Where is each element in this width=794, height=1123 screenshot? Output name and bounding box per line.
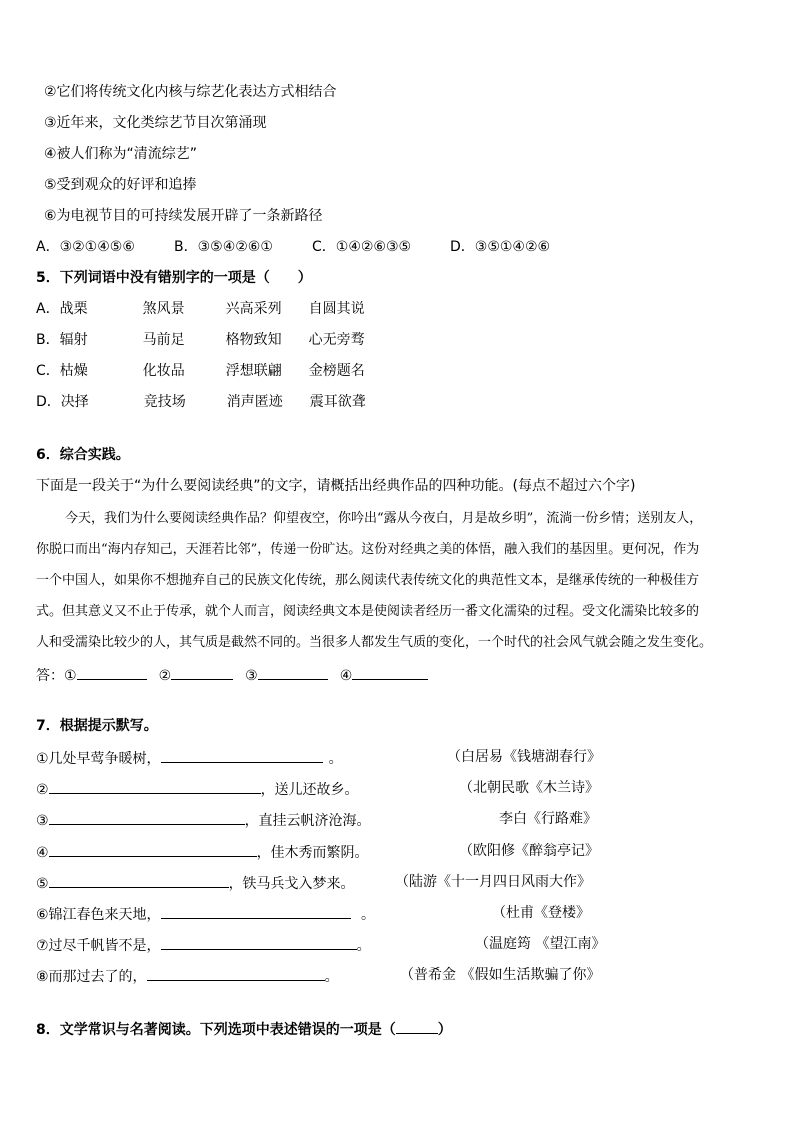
dictation-blank[interactable] — [49, 809, 245, 825]
dictation-item-5 — [36, 872, 355, 892]
dictation-suffix: ，铁马兵戈入梦来。 — [228, 876, 355, 892]
passage-line: 式。但其意义又不止于传承，就个人而言，阅读经典文本是使阅读者经历一番文化濡染的过程。受文化濡染比较多的 — [36, 604, 700, 619]
dictation-source-1: （白居易《钱塘湖春行》 — [447, 749, 601, 765]
statement-5: ⑤受到观众的好评和追捧 — [44, 177, 197, 193]
answer-label: 答： — [36, 668, 64, 684]
q8-stem-text: 8．文学常识与名著阅读。下列选项中表述错误的一项是（ — [36, 1022, 396, 1038]
q5-word: 辐射 — [59, 332, 88, 348]
dictation-blank[interactable] — [161, 934, 357, 950]
dictation-blank[interactable] — [161, 747, 323, 763]
dictation-prompt: ⑥锦江春色来天地， — [36, 907, 161, 923]
q4-option-a: A．③②①④⑤⑥ — [36, 239, 135, 255]
q5-word: 浮想联翩 — [225, 363, 282, 379]
q4-option-c: C．①④②⑥③⑤ — [312, 239, 412, 255]
statement-3: ③近年来，文化类综艺节目次第涌现 — [44, 115, 267, 131]
passage-line: 人和受濡染比较少的人，其气质是截然不同的。当很多人都发生气质的变化，一个时代的社会风气就会随之发生变化。 — [36, 635, 713, 650]
answer-mark: ④ — [339, 668, 353, 684]
q7-title: 7．根据提示默写。 — [36, 718, 158, 734]
q5-option-label: B． — [36, 332, 60, 348]
dictation-item-1 — [36, 747, 343, 767]
dictation-item-8 — [36, 965, 339, 985]
dictation-prompt: ④ — [36, 845, 49, 861]
q5-word: 枯燥 — [59, 363, 88, 379]
answer-blank-2[interactable] — [171, 664, 233, 680]
answer-blank-1[interactable] — [77, 664, 147, 680]
q5-word: 格物致知 — [225, 332, 282, 348]
dictation-source-7: （温庭筠 《望江南》 — [475, 936, 606, 952]
dictation-source-8: （普希金 《假如生活欺骗了你》 — [400, 967, 601, 983]
answer-mark: ③ — [245, 668, 258, 684]
dictation-source-2: （北朝民歌《木兰诗》 — [459, 780, 599, 796]
dictation-suffix: ，送儿还故乡。 — [260, 782, 359, 798]
answer-mark: ② — [158, 668, 172, 684]
dictation-blank[interactable] — [49, 872, 229, 888]
q5-word: 自圆其说 — [308, 301, 365, 317]
answer-mark: ① — [64, 668, 77, 684]
q5-option-b — [36, 330, 365, 350]
dictation-suffix: 。 — [328, 751, 343, 767]
q6-title: 6．综合实践。 — [36, 447, 130, 463]
dictation-item-2 — [36, 778, 359, 798]
dictation-item-4 — [36, 841, 369, 861]
dictation-blank[interactable] — [49, 841, 257, 857]
q6-instruction: 下面是一段关于“为什么要阅读经典”的文字，请概括出经典作品的四种功能。(每点不超过六个字) — [36, 478, 636, 494]
dictation-source-5: （陆游《十一月四日风雨大作》 — [395, 874, 591, 890]
q5-word: 战栗 — [59, 301, 88, 317]
q8-stem-close: ） — [437, 1022, 452, 1038]
statement-2: ②它们将传统文化内核与综艺化表达方式相结合 — [44, 84, 337, 100]
dictation-suffix: ，直挂云帆济沧海。 — [244, 813, 371, 829]
dictation-prompt: ③ — [36, 813, 49, 829]
dictation-item-3 — [36, 809, 371, 829]
dictation-suffix: 。 — [356, 938, 371, 954]
q6-passage — [36, 503, 758, 658]
dictation-source-4: （欧阳修《醉翁亭记》 — [459, 843, 599, 859]
q5-option-c — [36, 361, 365, 381]
q4-option-d: D．③⑤①④②⑥ — [450, 239, 551, 255]
dictation-blank[interactable] — [147, 965, 325, 981]
dictation-suffix: 。 — [324, 969, 339, 985]
dictation-item-7 — [36, 934, 371, 954]
dictation-source-3: 李白《行路难》 — [499, 811, 597, 827]
dictation-prompt: ⑤ — [36, 876, 49, 892]
q5-word: 兴高采列 — [225, 301, 282, 317]
answer-blank-3[interactable] — [258, 664, 328, 680]
q5-word: 金榜题名 — [308, 363, 365, 379]
dictation-prompt: ② — [36, 782, 49, 798]
q5-option-a — [36, 299, 365, 319]
dictation-blank[interactable] — [161, 903, 351, 919]
q8-answer-blank[interactable] — [396, 1018, 438, 1034]
q4-option-b: B．③⑤④②⑥① — [174, 239, 273, 255]
q5-word: 消声匿迹 — [226, 394, 283, 410]
q8-stem — [36, 1018, 452, 1038]
q5-option-d — [36, 392, 366, 412]
q5-word: 震耳欲聋 — [309, 394, 366, 410]
q5-option-label: C． — [36, 363, 60, 379]
passage-line: 一个中国人，如果你不想抛弃自己的民族文化传统，那么阅读代表传统文化的典范性文本，是继承传统的一种极佳方 — [36, 573, 700, 588]
passage-line: 你脱口而出“海内存知己，天涯若比邻”，传递一份旷达。这份对经典之美的体悟，融入我们的基因里。更何况，作为 — [36, 542, 700, 557]
dictation-prompt: ①几处早莺争暖树， — [36, 751, 161, 767]
dictation-suffix: ，佳木秀而繁阴。 — [256, 845, 369, 861]
passage-line: 今天，我们为什么要阅读经典作品？仰望夜空，你吟出“露从今夜白，月是故乡明”，流淌一份乡情；送别友人， — [65, 511, 703, 526]
dictation-prompt: ⑧而那过去了的， — [36, 969, 147, 985]
dictation-blank[interactable] — [49, 778, 261, 794]
dictation-item-6 — [36, 903, 375, 923]
q5-stem: 5．下列词语中没有错别字的一项是（ ） — [36, 270, 312, 286]
statement-6: ⑥为电视节目的可持续发展开辟了一条新路径 — [44, 208, 323, 224]
dictation-source-6: （杜甫《登楼》 — [492, 905, 590, 921]
q5-word: 心无旁骛 — [308, 332, 365, 348]
dictation-suffix: 。 — [356, 907, 376, 923]
q5-word: 煞风景 — [142, 301, 185, 317]
q5-word: 化妆品 — [142, 363, 185, 379]
q5-word: 马前足 — [142, 332, 185, 348]
dictation-prompt: ⑦过尽千帆皆不是， — [36, 938, 161, 954]
statement-4: ④被人们称为“清流综艺” — [44, 146, 198, 162]
q4-options — [36, 237, 588, 257]
answer-blank-4[interactable] — [352, 664, 428, 680]
q5-option-label: D． — [36, 394, 61, 410]
q6-answer-line — [36, 664, 428, 684]
q5-word: 竞技场 — [143, 394, 186, 410]
q5-word: 决择 — [60, 394, 89, 410]
q5-option-label: A． — [36, 301, 60, 317]
